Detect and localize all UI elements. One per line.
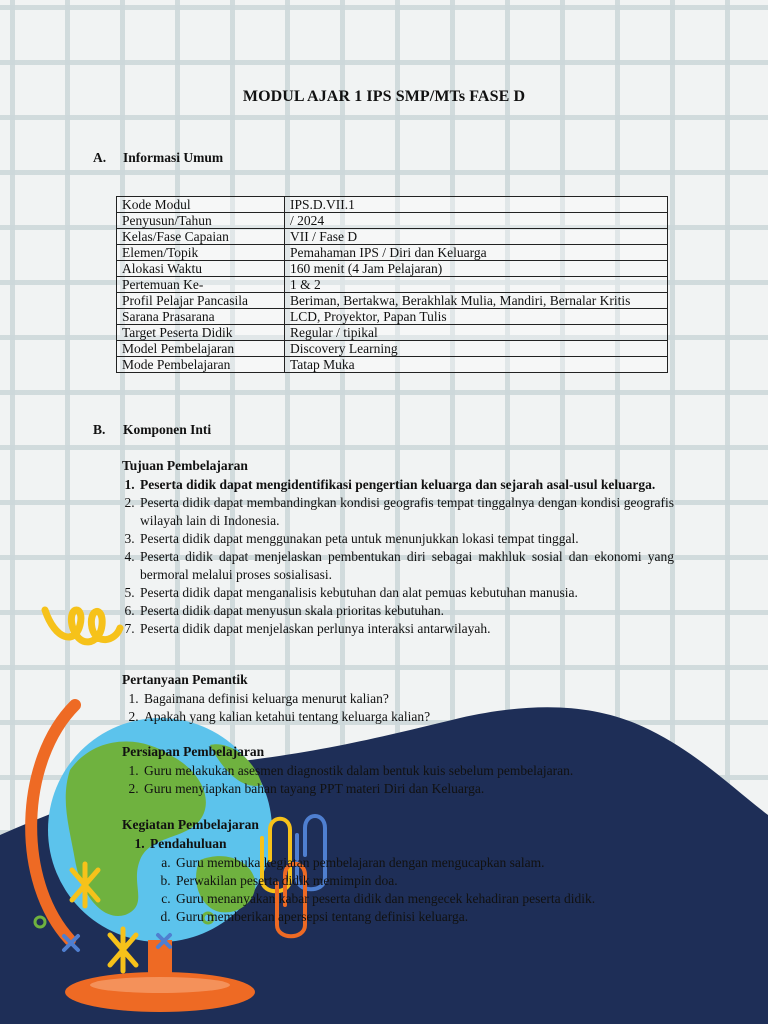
kegiatan-sublist: [150, 854, 688, 926]
list-item: 2. Peserta didik dapat membandingkan kondisi geografis tempat tinggalnya dengan kondisi geografis wilayah lain di Indonesia.: [138, 494, 674, 530]
table-row: [117, 309, 668, 325]
table-cell-value: Tatap Muka: [285, 357, 668, 373]
table-cell-key: Alokasi Waktu: [117, 261, 285, 277]
table-cell-key: Kode Modul: [117, 197, 285, 213]
tujuan-heading: Tujuan Pembelajaran: [122, 458, 248, 473]
phase-title: Pendahuluan: [150, 836, 227, 851]
list-item: 5. Peserta didik dapat menganalisis kebutuhan dan alat pemuas kebutuhan manusia.: [138, 584, 674, 602]
list-item: a. Guru membuka kegiatan pembelajaran dengan mengucapkan salam.: [174, 854, 688, 872]
table-cell-value: Regular / tipikal: [285, 325, 668, 341]
table-row: [117, 261, 668, 277]
table-cell-value: Pemahaman IPS / Diri dan Keluarga: [285, 245, 668, 261]
kegiatan-heading: Kegiatan Pembelajaran: [122, 817, 259, 832]
table-row: [117, 341, 668, 357]
list-item: 3. Peserta didik dapat menggunakan peta untuk menunjukkan lokasi tempat tinggal.: [138, 530, 674, 548]
list-item: d. Guru memberikan apersepsi tentang definisi keluarga.: [174, 908, 688, 926]
table-row: [117, 325, 668, 341]
table-cell-value: Discovery Learning: [285, 341, 668, 357]
table-row: [117, 277, 668, 293]
list-item: 2. Guru menyiapkan bahan tayang PPT materi Diri dan Keluarga.: [142, 780, 682, 798]
persiapan-list: [120, 762, 682, 798]
table-cell-key: Pertemuan Ke-: [117, 277, 285, 293]
table-cell-value: 160 menit (4 Jam Pelajaran): [285, 261, 668, 277]
kegiatan-list: [126, 835, 688, 926]
phase-item: [148, 835, 688, 926]
persiapan-heading: Persiapan Pembelajaran: [122, 744, 265, 759]
table-row: [117, 245, 668, 261]
table-row: [117, 213, 668, 229]
table-cell-key: Elemen/Topik: [117, 245, 285, 261]
pemantik-list: [120, 690, 682, 726]
table-cell-value: LCD, Proyektor, Papan Tulis: [285, 309, 668, 325]
pemantik-heading: Pertanyaan Pemantik: [122, 672, 248, 687]
list-item: 4. Peserta didik dapat menjelaskan pembentukan diri sebagai makhluk sosial dan ekonomi yang bermoral melalui proses sosialisasi.: [138, 548, 674, 584]
tujuan-list: [116, 476, 674, 638]
list-item: 1. Bagaimana definisi keluarga menurut kalian?: [142, 690, 682, 708]
list-item: 6. Peserta didik dapat menyusun skala prioritas kebutuhan.: [138, 602, 674, 620]
table-cell-value: IPS.D.VII.1: [285, 197, 668, 213]
table-cell-key: Model Pembelajaran: [117, 341, 285, 357]
info-table: [116, 196, 668, 373]
table-row: [117, 357, 668, 373]
table-cell-key: Mode Pembelajaran: [117, 357, 285, 373]
list-item: 1. Guru melakukan asesmen diagnostik dalam bentuk kuis sebelum pembelajaran.: [142, 762, 682, 780]
table-cell-key: Target Peserta Didik: [117, 325, 285, 341]
section-letter: B.: [93, 422, 106, 437]
table-row: [117, 229, 668, 245]
table-cell-key: Sarana Prasarana: [117, 309, 285, 325]
page-title: MODUL AJAR 1 IPS SMP/MTs FASE D: [242, 88, 526, 105]
table-cell-key: Kelas/Fase Capaian: [117, 229, 285, 245]
section-title: Informasi Umum: [123, 150, 224, 165]
table-cell-value: Beriman, Bertakwa, Berakhlak Mulia, Mandiri, Bernalar Kritis: [285, 293, 668, 309]
section-title: Komponen Inti: [123, 422, 212, 437]
table-cell-key: Profil Pelajar Pancasila: [117, 293, 285, 309]
section-letter: A.: [93, 150, 107, 165]
table-row: [117, 197, 668, 213]
table-cell-key: Penyusun/Tahun: [117, 213, 285, 229]
list-item: b. Perwakilan peserta didik memimpin doa.: [174, 872, 688, 890]
list-item: 7. Peserta didik dapat menjelaskan perlunya interaksi antarwilayah.: [138, 620, 674, 638]
table-cell-value: / 2024: [285, 213, 668, 229]
table-cell-value: 1 & 2: [285, 277, 668, 293]
list-item: c. Guru menanyakan kabar peserta didik dan mengecek kehadiran peserta didik.: [174, 890, 688, 908]
list-item: 1. Peserta didik dapat mengidentifikasi pengertian keluarga dan sejarah asal-usul keluarga.: [138, 476, 674, 494]
list-item: 2. Apakah yang kalian ketahui tentang keluarga kalian?: [142, 708, 682, 726]
table-row: [117, 293, 668, 309]
table-cell-value: VII / Fase D: [285, 229, 668, 245]
